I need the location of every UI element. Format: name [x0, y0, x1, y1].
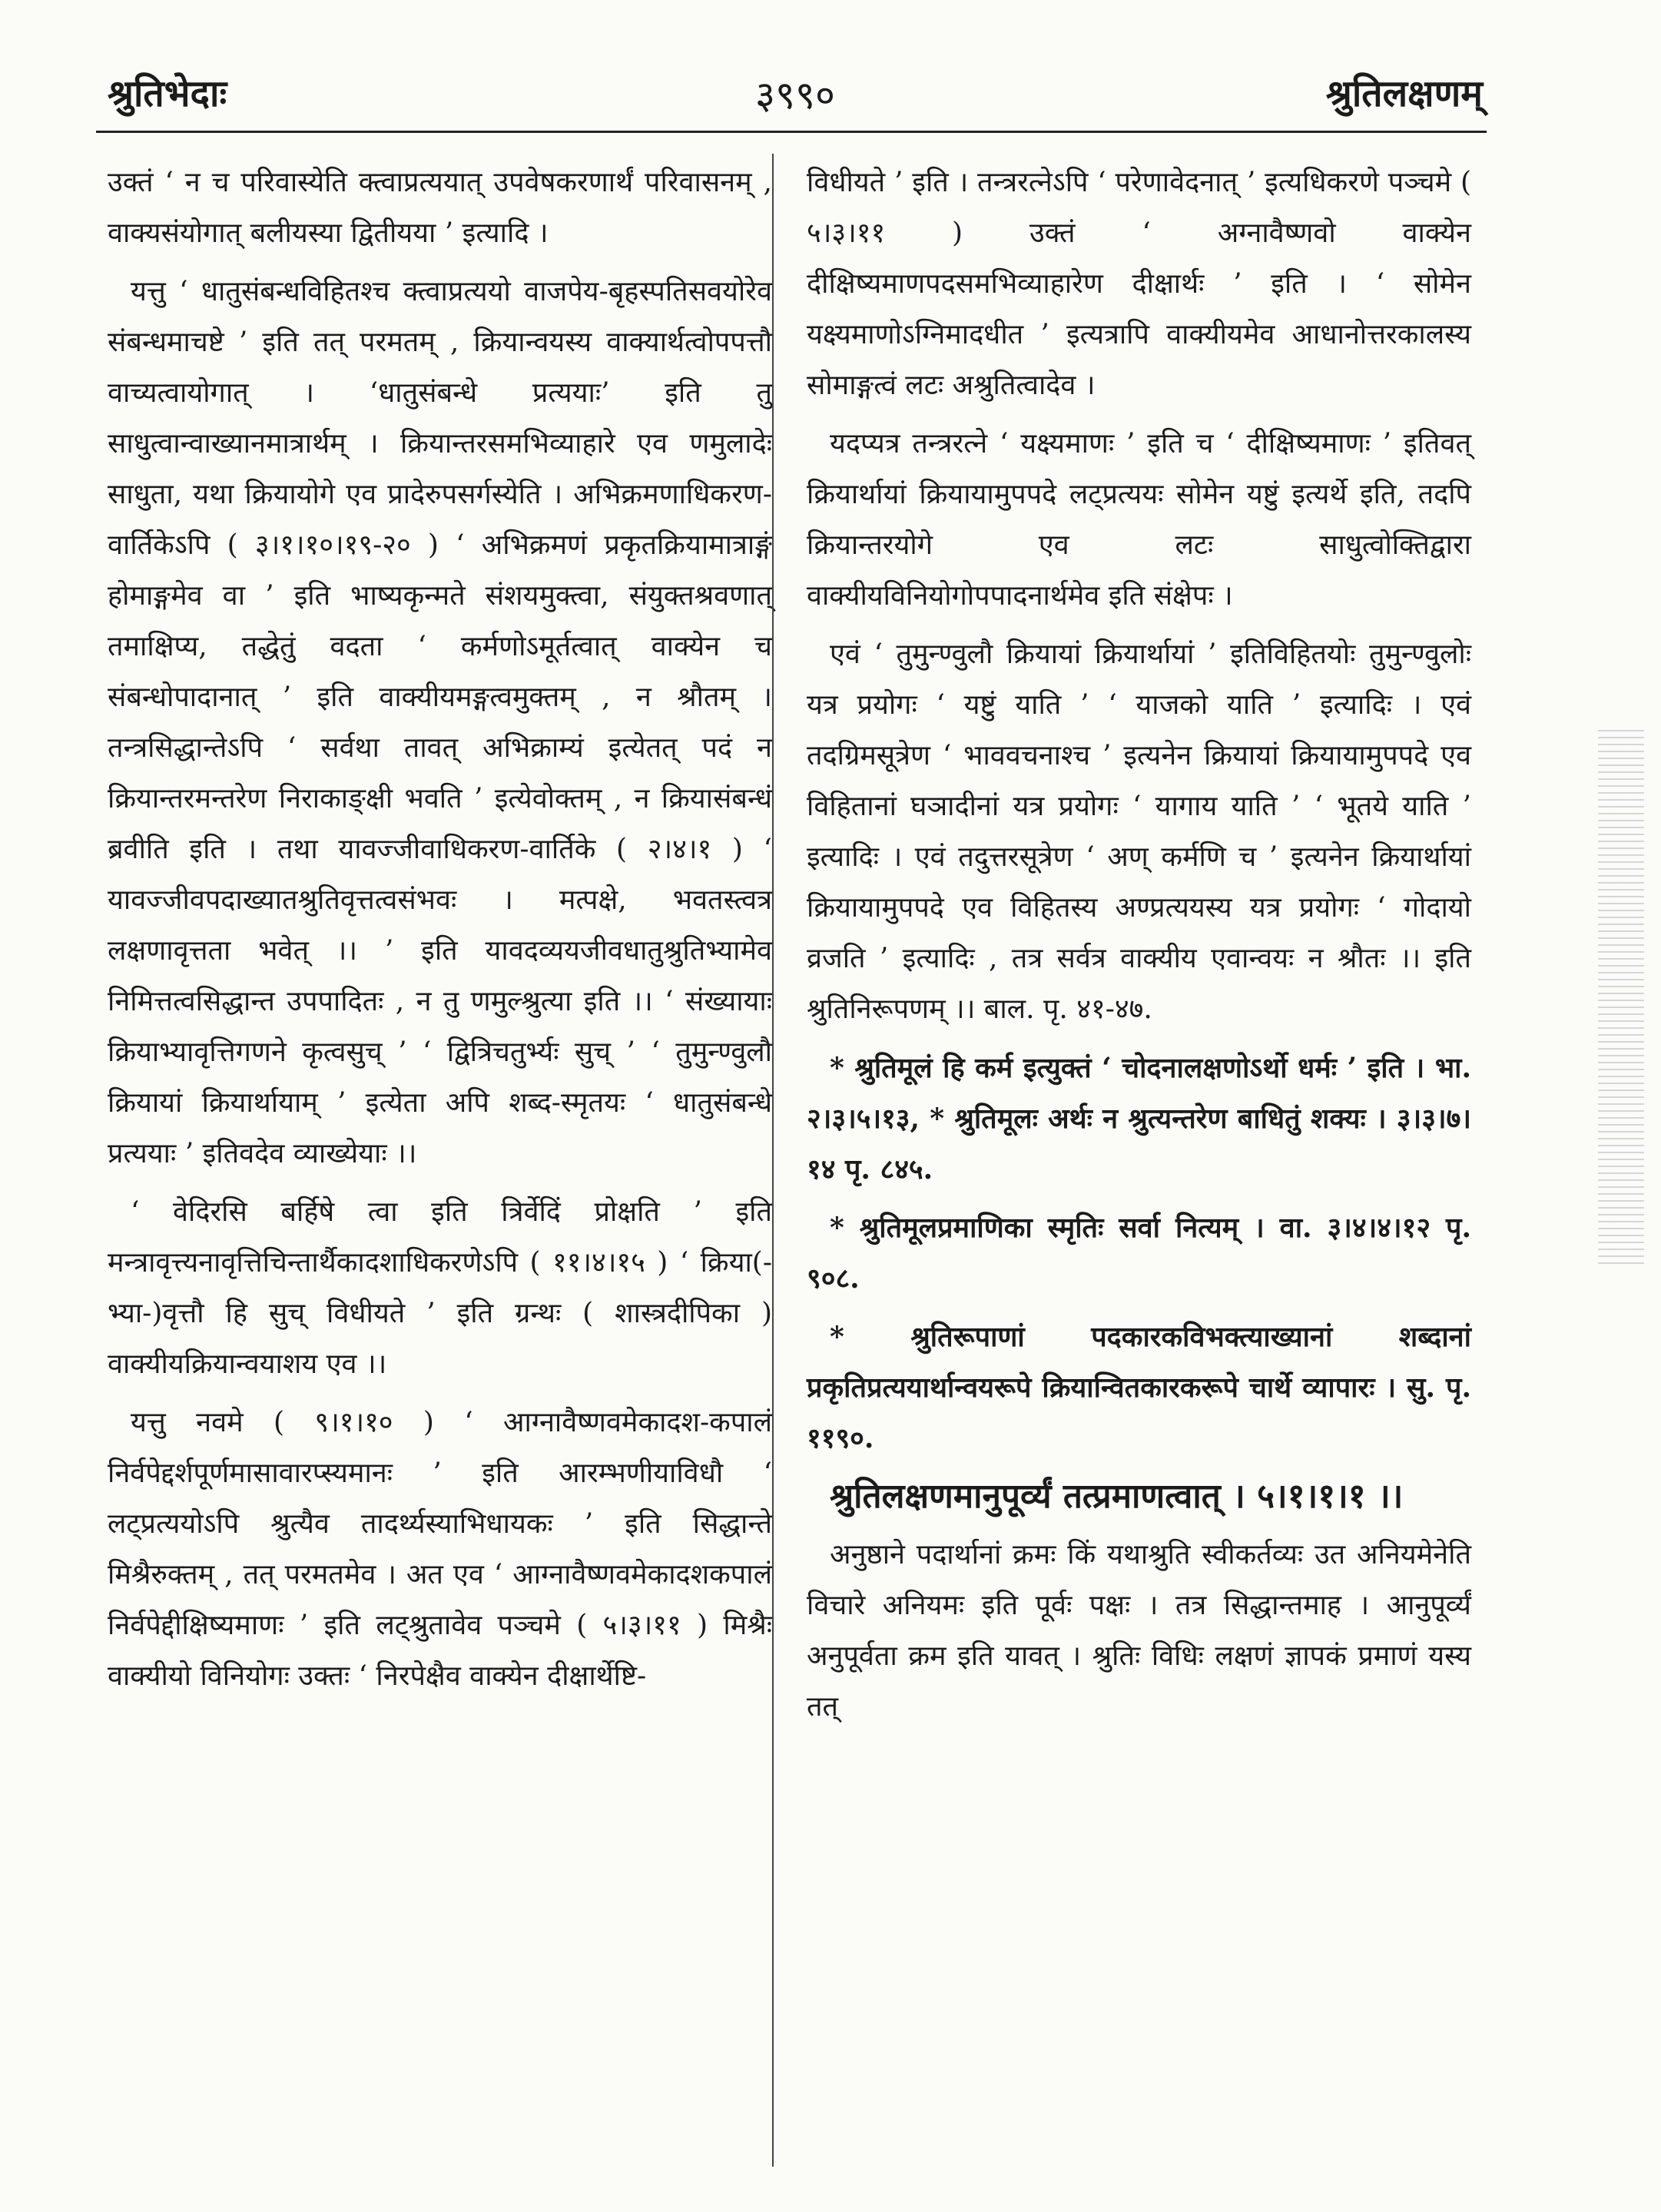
header-rule: [96, 131, 1487, 133]
right-column: [807, 158, 1471, 1740]
column-divider: [772, 154, 774, 2167]
right-paragraph-2: यदप्यत्र तन्त्ररत्ने ‘ यक्ष्यमाणः ’ इति च ‘ दीक्षिष्यमाणः ’ इतिवत् क्रियार्थायां क्रियायामुपपदे लट्प्रत्ययः सोमेन यष्टुं इत्यर्थे इति, तदपि क्रियान्तरयोगे एव लटः साधुत्वोक्तिद्वारा वाक्यीयविनियोगोपपादनार्थमेव इति संक्षेपः ।: [807, 428, 1471, 612]
left-column: [108, 158, 772, 1710]
page-header: [108, 68, 1483, 129]
page-number: ३९९०: [755, 73, 835, 118]
right-entry-2: * श्रुतिमूलप्रमाणिका स्मृतिः सर्वा नित्यम् । वा. ३।४।४।१२ पृ. ९०८.: [807, 1212, 1471, 1295]
left-paragraph-4: यत्तु नवमे ( ९।१।१० ) ‘ आग्नावैष्णवमेकादश-कपालं निर्वपेद्दर्शपूर्णमासावारप्स्यमानः ’ इति आरम्भणीयाविधौ ‘ लट्प्रत्ययोऽपि श्रुत्यैव तादर्थ्यस्याभिधायकः ’ इति सिद्धान्ते मिश्रैरुक्तम् , तत् परमतमेव । अत एव ‘ आग्नावैष्णवमेकादशकपालं निर्वपेद्दीक्षिष्यमाणः ’ इति लट्श्रुतावेव पञ्चमे ( ५।३।११ ) मिश्रैः वाक्यीयो विनियोगः उक्तः ‘ निरपेक्षैव वाक्येन दीक्षार्थेष्टि-: [108, 1407, 772, 1692]
right-paragraph-3: एवं ‘ तुमुन्ण्वुलौ क्रियायां क्रियार्थायां ’ इतिविहितयोः तुमुन्ण्वुलोः यत्र प्रयोगः ‘ यष्टुं याति ’ ‘ याजको याति ’ इत्यादिः । एवं तदग्रिमसूत्रेण ‘ भाववचनाश्च ’ इत्यनेन क्रियायां क्रियायामुपपदे एव विहितानां घञादीनां यत्र प्रयोगः ‘ यागाय याति ’ ‘ भूतये याति ’ इत्यादिः । एवं तदुत्तरसूत्रेण ‘ अण् कर्मणि च ’ इत्यनेन क्रियार्थायां क्रियायामुपपदे एव विहितस्य अण्प्रत्ययस्य यत्र प्रयोगः ‘ गोदायो व्रजति ’ इत्यादिः , तत्र सर्वत्र वाक्यीय एवान्वयः न श्रौतः ।। इति श्रुतिनिरूपणम् ।। बाल. पृ. ४१-४७.: [807, 638, 1471, 1025]
left-paragraph-2: यत्तु ‘ धातुसंबन्धविहितश्च क्त्वाप्रत्ययो वाजपेय-बृहस्पतिसवयोरेव संबन्धमाचष्टे ’ इति तत् परमतम् , क्रियान्वयस्य वाक्यार्थत्वोपपत्तौ वाच्यत्वायोगात् । ‘धातुसंबन्धे प्रत्ययाः’ इति तु साधुत्वान्वाख्यानमात्रार्थम् । क्रियान्तरसमभिव्याहारे एव णमुलादेः साधुता, यथा क्रियायोगे एव प्रादेरुपसर्गस्येति । अभिक्रमणाधिकरण-वार्तिकेऽपि ( ३।१।१०।१९-२० ) ‘ अभिक्रमणं प्रकृतक्रियामात्राङ्गं होमाङ्गमेव वा ’ इति भाष्यकृन्मते संशयमुक्त्वा, संयुक्तश्रवणात् तमाक्षिप्य, तद्धेतुं वदता ‘ कर्मणोऽमूर्तत्वात् वाक्येन च संबन्धोपादानात् ’ इति वाक्यीयमङ्गत्वमुक्तम् , न श्रौतम् । तन्त्रसिद्धान्तेऽपि ‘ सर्वथा तावत् अभिक्राम्यं इत्येतत् पदं न क्रियान्तरमन्तरेण निराकाङ्क्षी भवति ’ इत्येवोक्तम् , न क्रियासंबन्धं ब्रवीति इति । तथा यावज्जीवाधिकरण-वार्तिके ( २।४।१ ) ‘ यावज्जीवपदाख्यातश्रुतिवृत्तत्वसंभवः । मत्पक्षे, भवतस्त्वत्र लक्षणावृत्तता भवेत् ।। ’ इति यावदव्ययजीवधातुश्रुतिभ्यामेव निमित्तत्वसिद्धान्त उपपादितः , न तु णमुल्श्रुत्या इति ।। ‘ संख्यायाः क्रियाभ्यावृत्तिगणने कृत्वसुच् ’ ‘ द्वित्रिचतुर्भ्यः सुच् ’ ‘ तुमुन्ण्वुलौ क्रियायां क्रियार्थायाम् ’ इत्येता अपि शब्द-स्मृतयः ‘ धातुसंबन्धे प्रत्ययाः ’ इतिवदेव व्याख्येयाः ।।: [108, 276, 772, 1169]
right-paragraph-4: अनुष्ठाने पदार्थानां क्रमः किं यथाश्रुति स्वीकर्तव्यः उत अनियमेनेति विचारे अनियमः इति पूर्वः पक्षः । तत्र सिद्धान्तमाह । आनुपूर्व्यं अनुपूर्वता क्रम इति यावत् । श्रुतिः विधिः लक्षणं ज्ञापकं प्रमाणं यस्य तत्: [807, 1539, 1471, 1723]
sutra-heading: श्रुतिलक्षणमानुपूर्व्यं तत्प्रमाणत्वात् । ५।१।१।१ ।।: [830, 1477, 1404, 1516]
scan-margin-noise: [1598, 730, 1644, 1268]
header-right-title: श्रुतिलक्षणम्: [1325, 72, 1483, 115]
left-paragraph-1: उक्तं ‘ न च परिवास्येति क्त्वाप्रत्ययात् उपवेषकरणार्थं परिवासनम् , वाक्यसंयोगात् बलीयस्या द्वितीयया ’ इत्यादि ।: [108, 167, 772, 249]
right-entry-3: * श्रुतिरूपाणां पदकारकविभक्त्याख्यानां शब्दानां प्रकृतिप्रत्ययार्थान्वयरूपे क्रियान्वितकारकरूपे चार्थे व्यापारः । सु. पृ. ११९०.: [807, 1321, 1471, 1454]
header-left-title: श्रुतिभेदाः: [108, 72, 227, 115]
right-paragraph-1: विधीयते ’ इति । तन्त्ररत्नेऽपि ‘ परेणावेदनात् ’ इत्यधिकरणे पञ्चमे ( ५।३।११ ) उक्तं ‘ अग्नावैष्णवो वाक्येन दीक्षिष्यमाणपदसमभिव्याहारेण दीक्षार्थः ’ इति । ‘ सोमेन यक्ष्यमाणोऽग्निमादधीत ’ इत्यत्रापि वाक्यीयमेव आधानोत्तरकालस्य सोमाङ्गत्वं लटः अश्रुतित्वादेव ।: [807, 167, 1471, 401]
left-paragraph-3: ‘ वेदिरसि बर्हिषे त्वा इति त्रिर्वेदिं प्रोक्षति ’ इति मन्त्रावृत्त्यनावृत्तिचिन्तार्थैकादशाधिकरणेऽपि ( ११।४।१५ ) ‘ क्रिया(-भ्या-)वृत्तौ हि सुच् विधीयते ’ इति ग्रन्थः ( शास्त्रदीपिका ) वाक्यीयक्रियान्वयाशय एव ।।: [108, 1196, 772, 1380]
right-entry-1: * श्रुतिमूलं हि कर्म इत्युक्तं ‘ चोदनालक्षणोऽर्थो धर्मः ’ इति । भा. २।३।५।१३, * श्रुतिमूलः अर्थः न श्रुत्यन्तरेण बाधितुं शक्यः । ३।३।७।१४ पृ. ८४५.: [807, 1052, 1471, 1186]
